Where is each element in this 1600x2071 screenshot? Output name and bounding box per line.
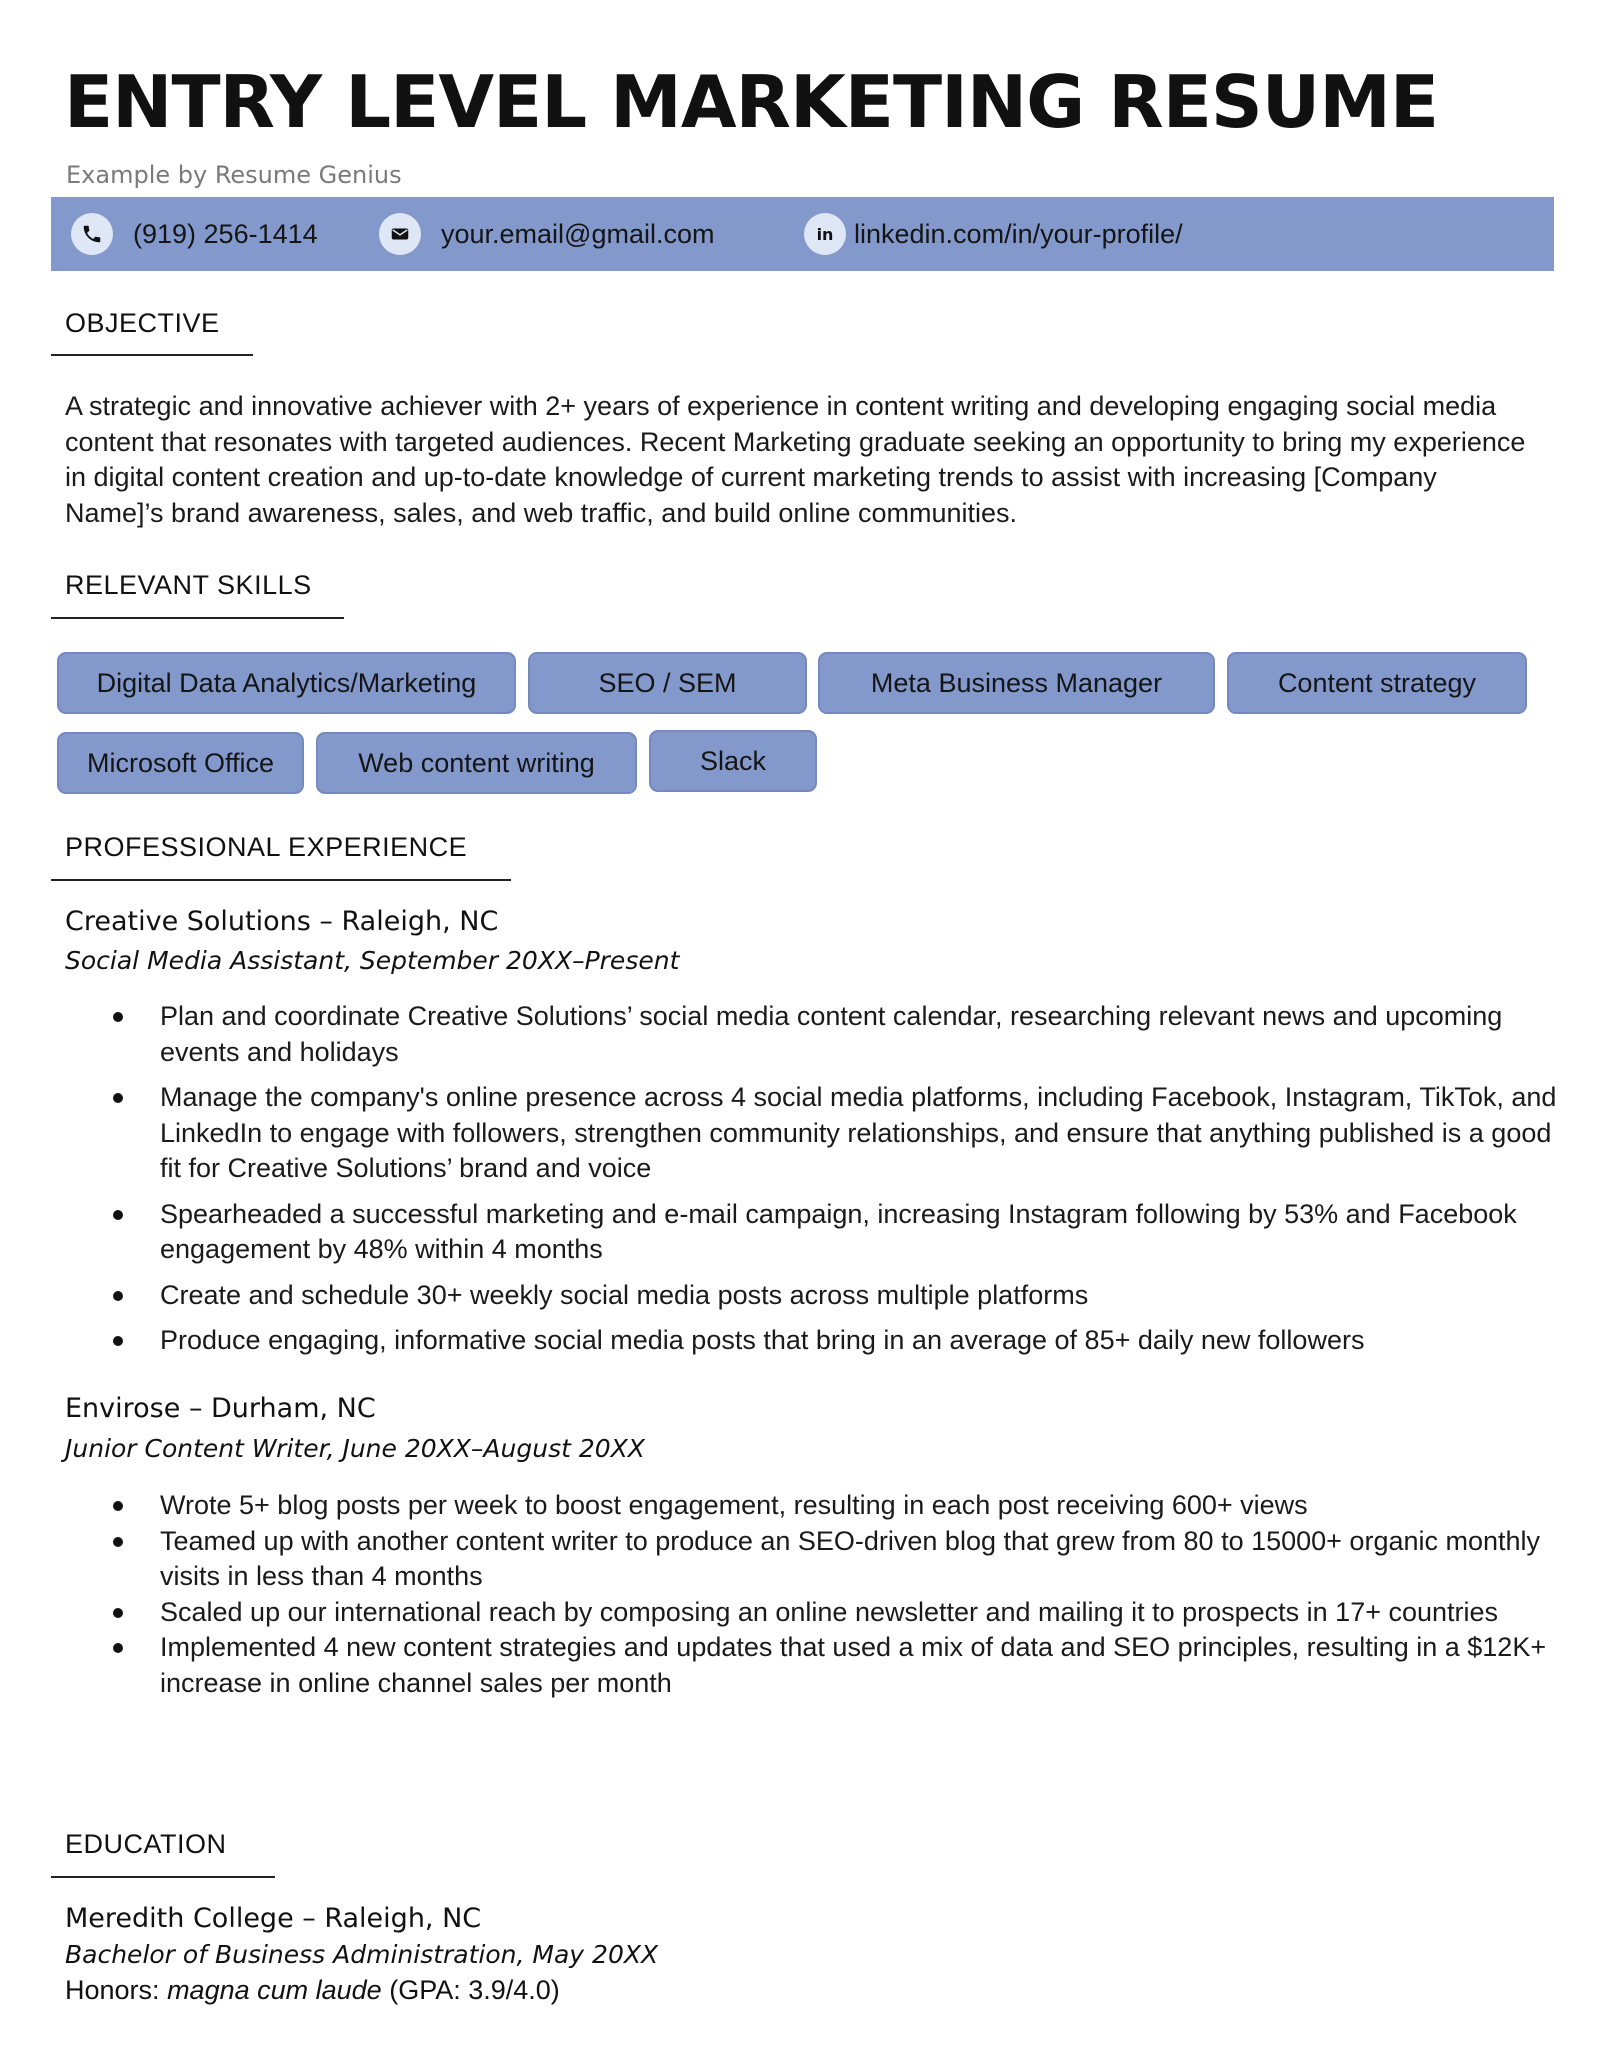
- bullet-text: Implemented 4 new content strategies and updates that used a mix of data and SEO principles, resulting in a $12K+ increase in online channel sales per month: [160, 1632, 1547, 1698]
- honors-line: [65, 1975, 560, 2006]
- bullet-text: Create and schedule 30+ weekly social media posts across multiple platforms: [160, 1279, 1089, 1310]
- education-divider: [51, 1876, 275, 1878]
- job-company: Envirose – Durham, NC: [65, 1393, 376, 1424]
- list-item: [0, 1323, 1560, 1359]
- phone-number: (919) 256-1414: [133, 218, 318, 249]
- skill-chip: Web content writing: [316, 732, 637, 794]
- list-item: [0, 1524, 1560, 1595]
- list-item: [0, 1630, 1560, 1701]
- contact-bar: [51, 197, 1554, 271]
- skills-heading: RELEVANT SKILLS: [65, 570, 312, 600]
- gpa: (GPA: 3.9/4.0): [389, 1975, 560, 2005]
- bullet-icon: [113, 1012, 123, 1022]
- objective-divider: [51, 354, 253, 356]
- experience-heading: PROFESSIONAL EXPERIENCE: [65, 832, 468, 862]
- honors-value: magna cum laude: [167, 1975, 382, 2005]
- school-name: Meredith College – Raleigh, NC: [65, 1903, 482, 1934]
- bullet-icon: [113, 1608, 123, 1618]
- bullet-icon: [113, 1643, 123, 1653]
- skill-chip: Content strategy: [1227, 652, 1527, 714]
- bullet-icon: [113, 1210, 123, 1220]
- list-item: [0, 1488, 1560, 1524]
- bullet-icon: [113, 1537, 123, 1547]
- contact-linkedin[interactable]: [804, 211, 1183, 257]
- email-address: your.email@gmail.com: [441, 218, 715, 249]
- bullet-icon: [113, 1291, 123, 1301]
- list-item: [0, 1080, 1560, 1187]
- list-item: [0, 1197, 1560, 1268]
- objective-text: A strategic and innovative achiever with 2+ years of experience in content writing and developing engaging social media content that resonates with targeted audiences. Recent Marketing graduate seeking an opportunity to bring my experience in digital content creation and up-to-date knowledge of current marketing trends to assist with increasing [Company Name]’s brand awareness, sales, and web traffic, and build online communities.: [65, 391, 1526, 528]
- job-company: Creative Solutions – Raleigh, NC: [65, 906, 499, 937]
- envelope-icon: [379, 213, 421, 255]
- bullet-text: Produce engaging, informative social media posts that bring in an average of 85+ daily new followers: [160, 1325, 1365, 1355]
- job-role: Junior Content Writer, June 20XX–August 20XX: [65, 1434, 645, 1463]
- list-item: [0, 999, 1560, 1070]
- bullet-icon: [113, 1336, 123, 1346]
- contact-phone[interactable]: [71, 211, 318, 257]
- bullet-text: Manage the company's online presence across 4 social media platforms, including Facebook, Instagram, TikTok, and LinkedIn to engage with followers, strengthen community relationships, and ensure that anything published is a good fit for Creative Solutions’ brand and voice: [160, 1082, 1557, 1183]
- bullet-icon: [113, 1093, 123, 1103]
- skills-divider: [51, 617, 344, 619]
- bullet-text: Wrote 5+ blog posts per week to boost engagement, resulting in each post receiving 600+ views: [160, 1490, 1308, 1520]
- skill-chip: Digital Data Analytics/Marketing: [57, 652, 516, 714]
- list-item: [0, 1595, 1560, 1631]
- linkedin-url: linkedin.com/in/your-profile/: [854, 218, 1183, 249]
- experience-divider: [51, 879, 511, 881]
- skill-chip: Slack: [649, 730, 817, 792]
- bullet-icon: [113, 1501, 123, 1511]
- skill-chip: Microsoft Office: [57, 732, 304, 794]
- objective-heading: OBJECTIVE: [65, 308, 220, 338]
- bullet-text: Spearheaded a successful marketing and e-mail campaign, increasing Instagram following by 53% and Facebook engagement by 48% within 4 months: [160, 1198, 1517, 1264]
- bullet-text: Plan and coordinate Creative Solutions’ social media content calendar, researching relevant news and upcoming events and holidays: [160, 1001, 1503, 1067]
- bullet-text: Teamed up with another content writer to produce an SEO-driven blog that grew from 80 to 15000+ organic monthly visits in less than 4 months: [160, 1525, 1541, 1591]
- honors-label: Honors:: [65, 1975, 160, 2005]
- job-role: Social Media Assistant, September 20XX–Present: [65, 946, 680, 975]
- job-bullets: [0, 999, 1560, 1369]
- subtitle: Example by Resume Genius: [66, 161, 402, 189]
- skill-chip: SEO / SEM: [528, 652, 807, 714]
- degree: Bachelor of Business Administration, May 20XX: [65, 1940, 659, 1969]
- education-heading: EDUCATION: [65, 1829, 227, 1859]
- linkedin-icon: [804, 213, 846, 255]
- bullet-text: Scaled up our international reach by composing an online newsletter and mailing it to prospects in 17+ countries: [160, 1596, 1499, 1627]
- phone-icon: [71, 213, 113, 255]
- skill-chip: Meta Business Manager: [818, 652, 1215, 714]
- page-title: ENTRY LEVEL MARKETING RESUME: [64, 60, 1439, 144]
- contact-email[interactable]: [379, 211, 715, 257]
- list-item: [0, 1278, 1560, 1314]
- job-bullets: [0, 1488, 1560, 1701]
- svg-text:in: in: [816, 225, 834, 244]
